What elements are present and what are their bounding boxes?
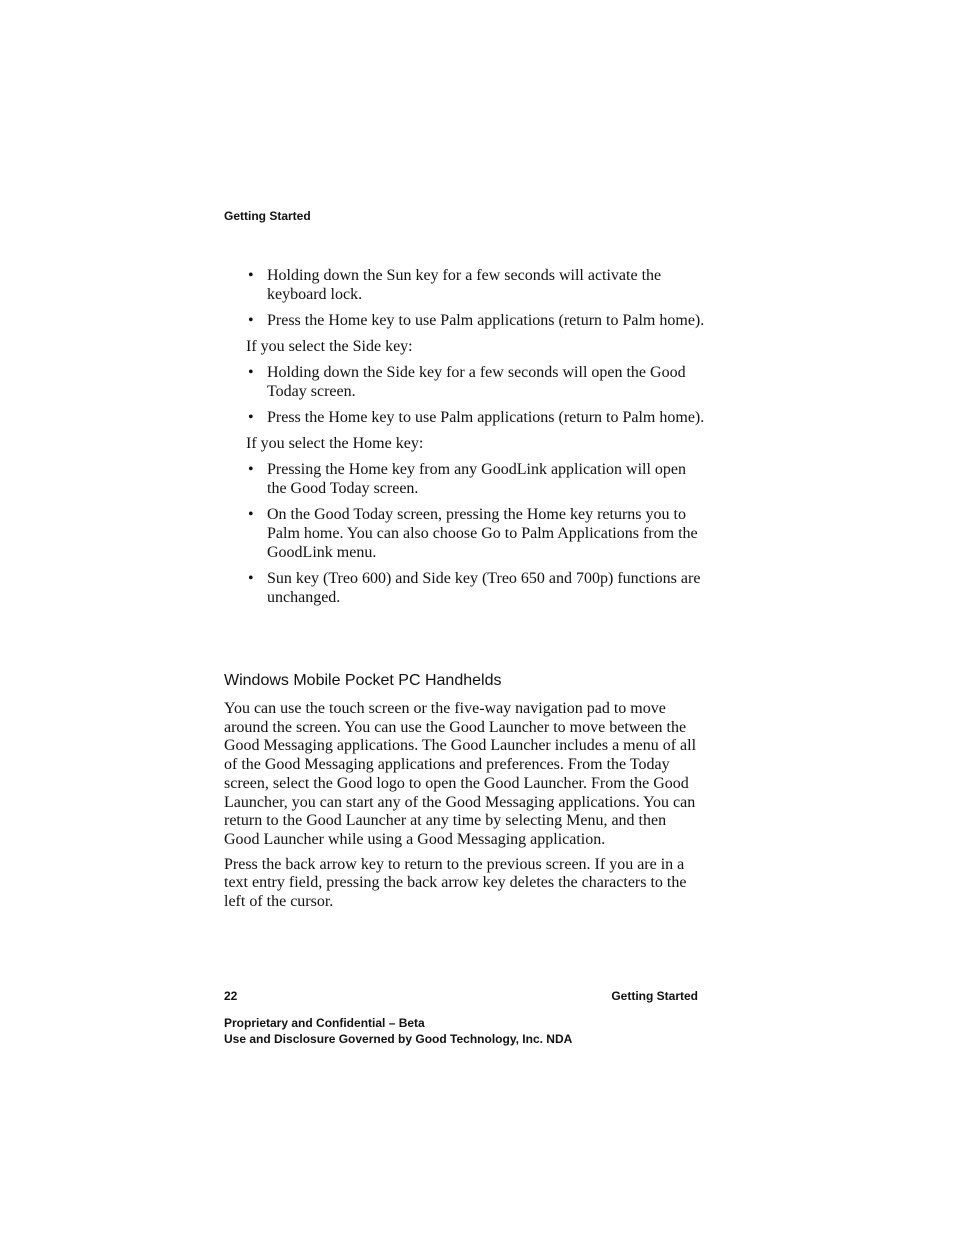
list-item-text: On the Good Today screen, pressing the Home key returns you to Palm home. You can also choose Go to Palm Applications from the GoodLink menu.: [267, 506, 698, 561]
list-item: [246, 363, 706, 401]
list-item: [246, 460, 706, 498]
palm-key-instructions: [246, 266, 706, 614]
running-header: Getting Started: [224, 209, 311, 223]
list-item-text: Pressing the Home key from any GoodLink application will open the Good Today screen.: [267, 461, 687, 497]
bullet-icon: •: [248, 312, 254, 329]
section-body: [224, 700, 700, 918]
list-item: [246, 408, 706, 427]
list-item-text: Holding down the Sun key for a few seconds will activate the keyboard lock.: [267, 267, 662, 303]
list-item-text: Press the Home key to use Palm applications (return to Palm home).: [267, 312, 705, 329]
list-item: [246, 266, 706, 304]
bullet-icon: •: [248, 267, 254, 284]
page-number: 22: [224, 989, 238, 1003]
bullet-icon: •: [248, 506, 254, 523]
bullet-icon: •: [248, 364, 254, 381]
body-paragraph: You can use the touch screen or the five-way navigation pad to move around the screen. You can use the Good Launcher to move between the Good Messaging applications. The Good Launcher includes a menu of all of the Good Messaging applications and preferences. From the Today screen, select the Good logo to open the Good Launcher. From the Good Launcher, you can start any of the Good Messaging applications. You can return to the Good Launcher at any time by selecting Menu, and then Good Launcher while using a Good Messaging application.: [224, 700, 697, 848]
list-item-text: Sun key (Treo 600) and Side key (Treo 650 and 700p) functions are unchanged.: [267, 570, 701, 606]
sun-key-bullet-list: [246, 266, 706, 330]
side-key-intro: If you select the Side key:: [246, 338, 413, 355]
list-item: [246, 569, 706, 607]
home-key-intro: If you select the Home key:: [246, 435, 424, 452]
bullet-icon: •: [248, 570, 254, 587]
bullet-icon: •: [248, 409, 254, 426]
notice-line: Proprietary and Confidential – Beta: [224, 1016, 425, 1030]
side-key-bullet-list: [246, 363, 706, 427]
list-item-text: Holding down the Side key for a few seconds will open the Good Today screen.: [267, 364, 686, 400]
footer-section-title: Getting Started: [611, 989, 698, 1003]
list-item: [246, 505, 706, 562]
notice-line: Use and Disclosure Governed by Good Technology, Inc. NDA: [224, 1032, 573, 1046]
home-key-bullet-list: [246, 460, 706, 607]
body-paragraph: Press the back arrow key to return to the previous screen. If you are in a text entry field, pressing the back arrow key deletes the characters to the left of the cursor.: [224, 855, 687, 911]
section-heading: Windows Mobile Pocket PC Handhelds: [224, 672, 502, 689]
confidentiality-notice: [224, 1015, 572, 1047]
list-item-text: Press the Home key to use Palm applications (return to Palm home).: [267, 409, 705, 426]
list-item: [246, 311, 706, 330]
bullet-icon: •: [248, 461, 254, 478]
